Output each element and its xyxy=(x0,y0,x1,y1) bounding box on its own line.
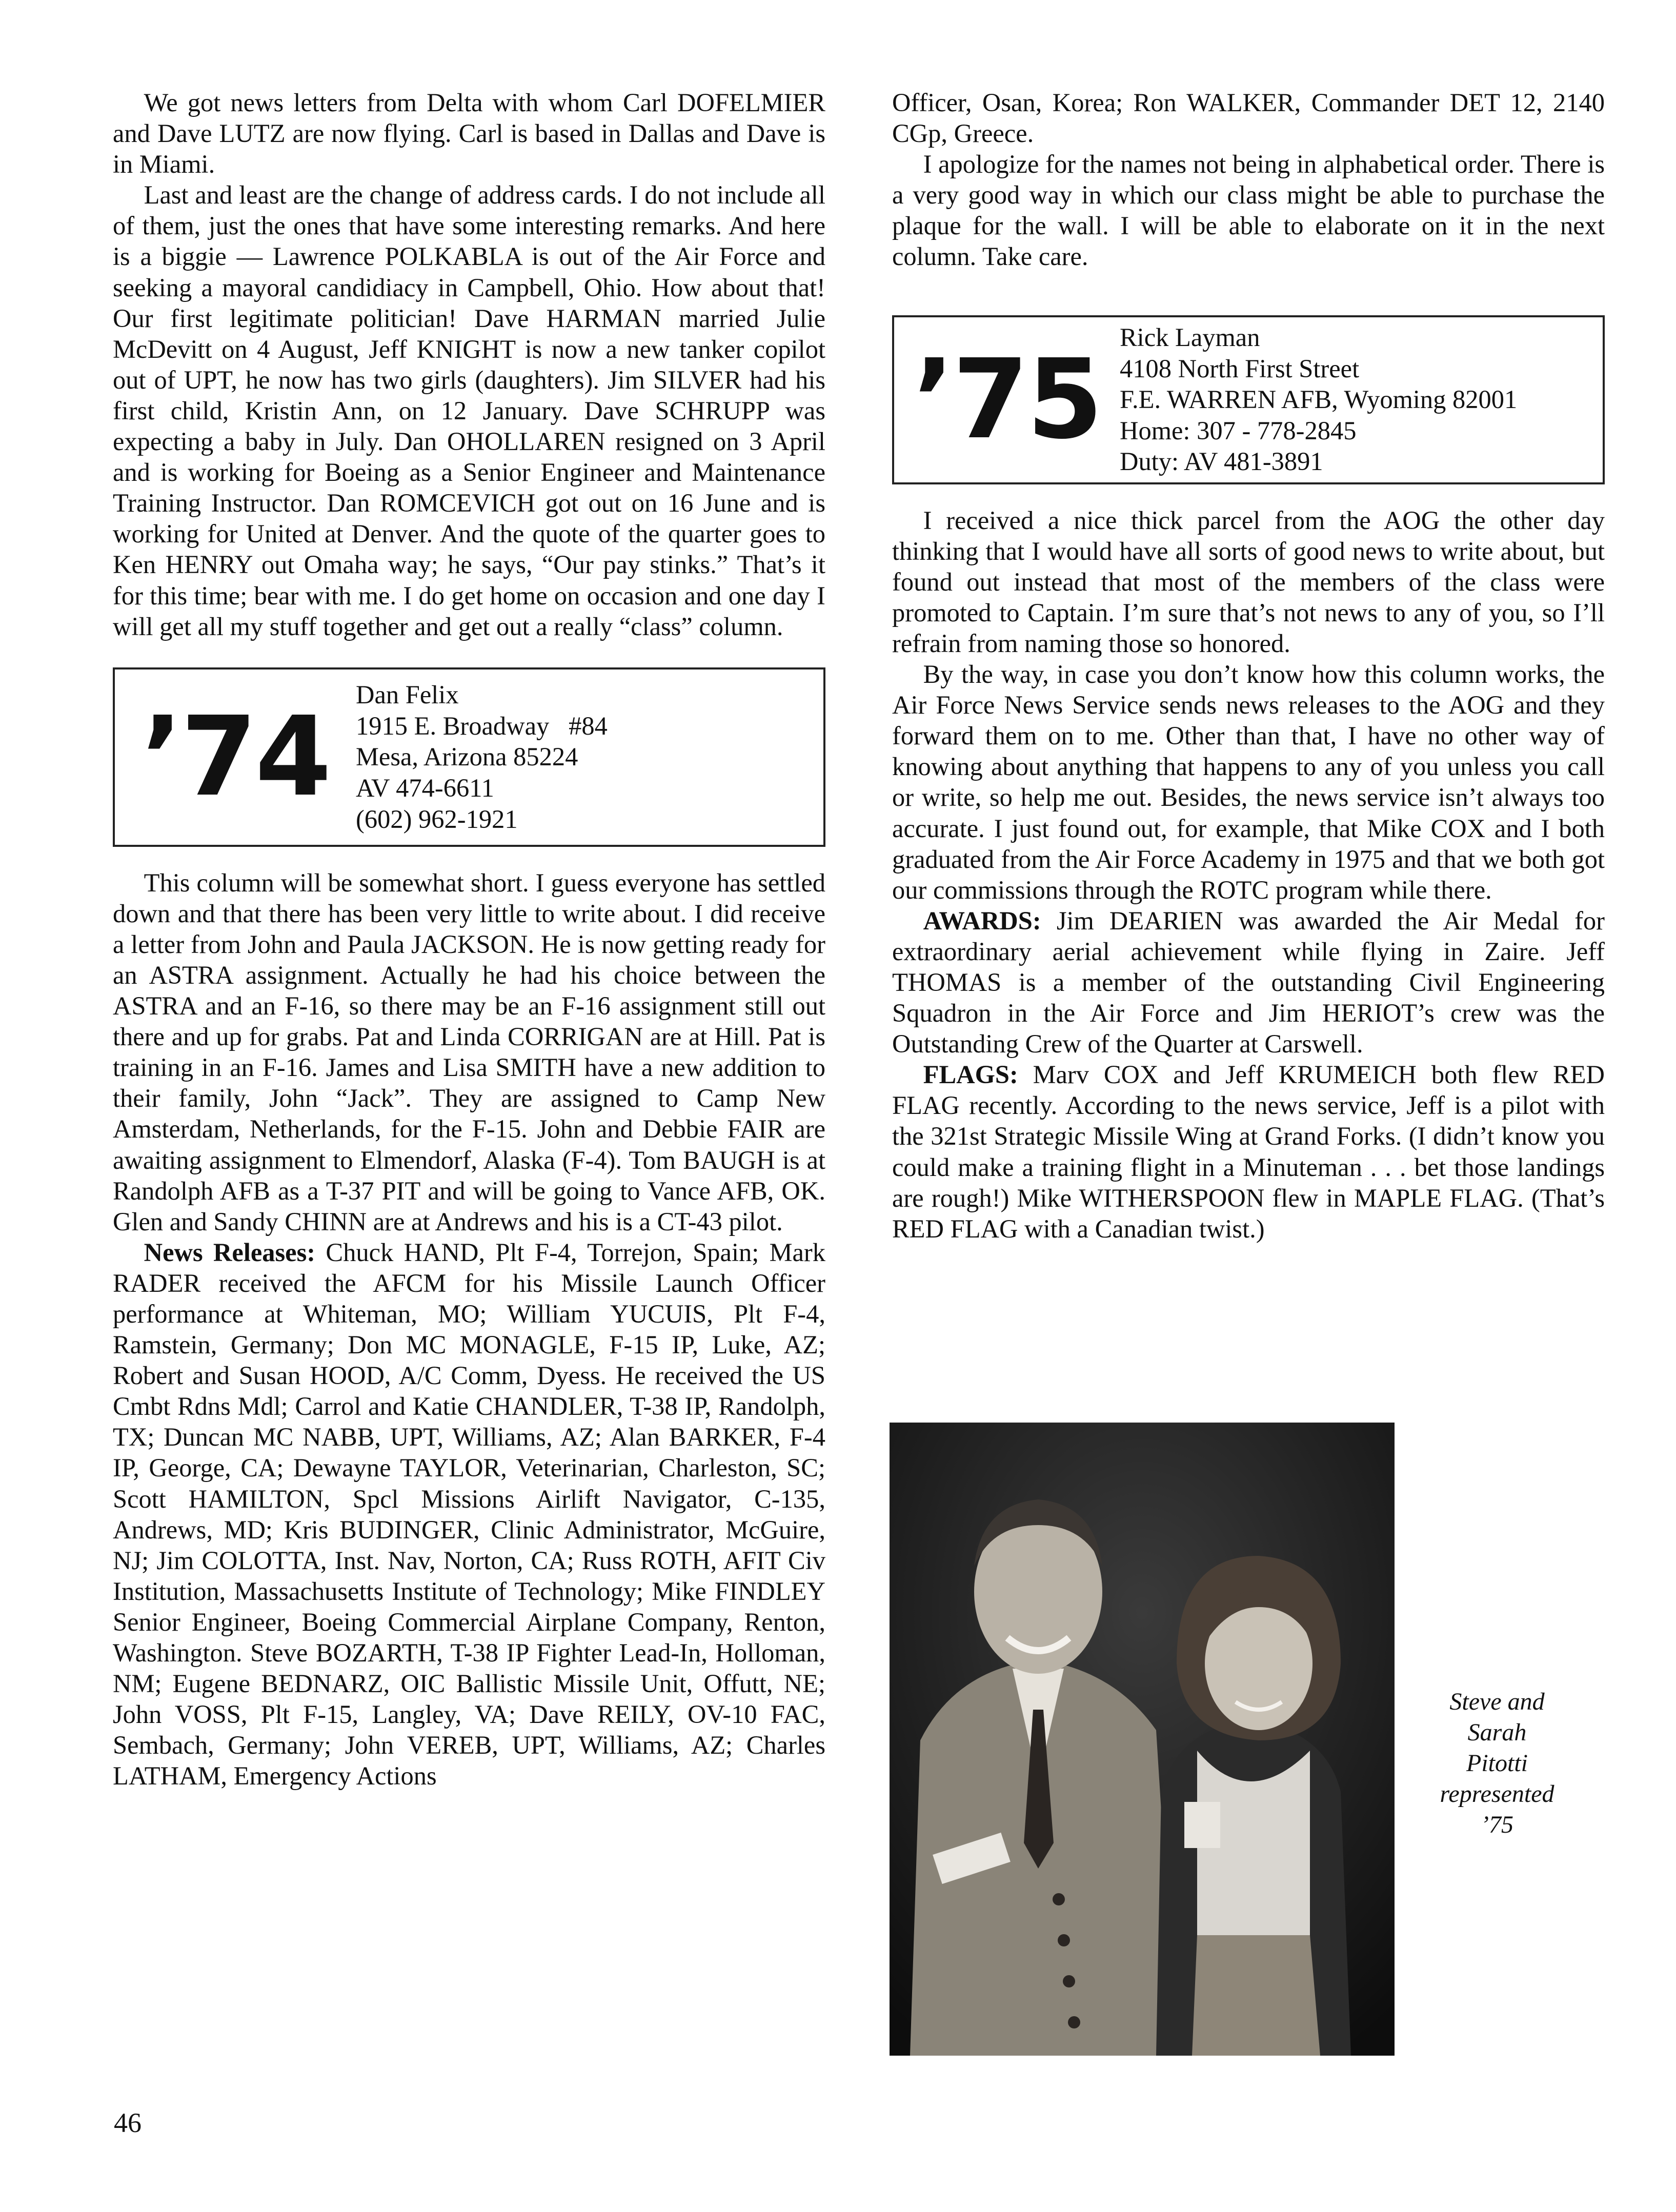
paragraph: Officer, Osan, Korea; Ron WALKER, Commander DET 12, 2140 CGp, Greece. xyxy=(892,88,1605,148)
address-line: (602) 962-1921 xyxy=(356,804,518,834)
class-year-75: ’75 xyxy=(913,335,1101,463)
caption-line: Steve and xyxy=(1449,1688,1545,1715)
address-line: Dan Felix xyxy=(356,680,459,709)
address-line: Duty: AV 481-3891 xyxy=(1120,447,1323,476)
class-74-address xyxy=(356,679,608,835)
address-line: Mesa, Arizona 85224 xyxy=(356,742,578,772)
address-line: Rick Layman xyxy=(1120,323,1260,352)
section-label: News Releases: xyxy=(144,1237,316,1267)
caption-line: Pitotti xyxy=(1466,1750,1528,1777)
address-line: F.E. WARREN AFB, Wyoming 82001 xyxy=(1120,385,1518,414)
paragraph: By the way, in case you don’t know how this column works, the Air Force News Service sends news releases to the AOG and they forward them on to me. Other than that, I have no other way of knowing about anything that happens to any of you unless you call or write, so help me out. Besides, the news service isn’t always too accurate. I just found out, for example, that Mike COX and I both graduated from the Air Force Academy in 1975 and that we both got our commissions through the ROTC program while there. xyxy=(892,660,1605,904)
class-75-header-box xyxy=(892,315,1605,484)
address-line: AV 474-6611 xyxy=(356,773,494,802)
paragraph-text: Marv COX and Jeff KRUMEICH both flew RED FLAG recently. According to the news service, Jeff is a pilot with the 321st Strategic Missile Wing at Grand Forks. (I didn’t know you could make a training flight in a Minuteman . . . bet those landings are rough!) Mike WITHERSPOON flew in MAPLE FLAG. (That’s RED FLAG with a Canadian twist.) xyxy=(892,1060,1605,1243)
page-number: 46 xyxy=(114,2107,142,2138)
photo-caption xyxy=(1415,1687,1579,1840)
class-74-header-box xyxy=(113,667,825,847)
paragraph: We got news letters from Delta with whom Carl DOFELMIER and Dave LUTZ are now flying. Carl is based in Dallas and Dave is in Miami. xyxy=(113,88,825,179)
caption-line: represented xyxy=(1440,1780,1554,1808)
address-line: 4108 North First Street xyxy=(1120,354,1360,383)
caption-line: ’75 xyxy=(1481,1811,1513,1838)
address-line: 1915 E. Broadway #84 xyxy=(356,711,608,740)
right-column xyxy=(892,87,1605,1244)
paragraph: I apologize for the names not being in alphabetical order. There is a very good way in which our class might be able to purchase the plaque for the wall. I will be able to elaborate on it in the next column. Take care. xyxy=(892,150,1605,271)
section-label: AWARDS: xyxy=(923,906,1041,935)
photo-illustration xyxy=(890,1423,1395,2056)
paragraph: I received a nice thick parcel from the AOG the other day thinking that I would have all sorts of good news to write about, but found out instead that most of the members of the class were promoted to Captain. I’m sure that’s not news to any of you, so I’ll refrain from naming those so honored. xyxy=(892,505,1605,658)
section-label: FLAGS: xyxy=(923,1060,1018,1089)
paragraph-awards xyxy=(892,905,1605,1059)
left-column xyxy=(113,87,825,1792)
paragraph: Last and least are the change of address cards. I do not include all of them, just the ones that have some interesting remarks. And here is a biggie — Lawrence POLKABLA is out of the Air Force and seeking a mayoral candidiacy in Campbell, Ohio. How about that! Our first legitimate politician! Dave HARMAN married Julie McDevitt on 4 August, Jeff KNIGHT is now a new tanker copilot out of UPT, he now has two girls (daughters). Jim SILVER had his first child, Kristin Ann, on 12 January. Dave SCHRUPP was expecting a baby in July. Dan OHOLLAREN resigned on 3 April and is working for Boeing as a Senior Engineer and Maintenance Training Instructor. Dan ROMCEVICH got out on 16 June and is working for United at Denver. And the quote of the quarter goes to Ken HENRY out Omaha way; he says, “Our pay stinks.” That’s it for this time; bear with me. I do get home on occasion and one day I will get all my stuff together and get out a really “class” column. xyxy=(113,180,825,641)
paragraph-text: Jim DEARIEN was awarded the Air Medal for extraordinary aerial achievement while flying in Zaire. Jeff THOMAS is a member of the outstanding Civil Engineering Squadron in the Air Force and Jim HERIOT’s crew was the Outstanding Crew of the Quarter at Carswell. xyxy=(892,906,1605,1059)
paragraph: This column will be somewhat short. I guess everyone has settled down and that there has been very little to write about. I did receive a letter from John and Paula JACKSON. He is now getting ready for an ASTRA assignment. Actually he had his choice between the ASTRA and an F-16, so there may be an F-16 assignment still out there and up for grabs. Pat and Linda CORRIGAN are at Hill. Pat is training in an F-16. James and Lisa SMITH have a new addition to their family, John “Jack”. They are assigned to Camp New Amsterdam, Netherlands, for the F-15. John and Debbie FAIR are awaiting assignment to Elmendorf, Alaska (F-4). Tom BAUGH is at Randolph AFB as a T-37 PIT and will be going to Vance AFB, OK. Glen and Sandy CHINN are at Andrews and his is a CT-43 pilot. xyxy=(113,868,825,1236)
class-75-address xyxy=(1120,322,1517,477)
class-year-74: ’74 xyxy=(141,693,330,821)
paragraph-flags xyxy=(892,1059,1605,1244)
address-line: Home: 307 - 778-2845 xyxy=(1120,416,1357,445)
caption-line: Sarah xyxy=(1467,1719,1527,1746)
paragraph-news-releases xyxy=(113,1237,825,1792)
paragraph-text: Chuck HAND, Plt F-4, Torrejon, Spain; Mark RADER received the AFCM for his Missile Launch Officer performance at Whiteman, MO; William YUCUIS, Plt F-4, Ramstein, Germany; Don MC MONAGLE, F-15 IP, Luke, AZ; Robert and Susan HOOD, A/C Comm, Dyess. He received the US Cmbt Rdns Mdl; Carrol and Katie CHANDLER, T-38 IP, Randolph, TX; Duncan MC NABB, UPT, Williams, AZ; Alan BARKER, F-4 IP, George, CA; Dewayne TAYLOR, Veterinarian, Charleston, SC; Scott HAMILTON, Spcl Missions Airlift Navigator, C-135, Andrews, MD; Kris BUDINGER, Clinic Administrator, McGuire, NJ; Jim COLOTTA, Inst. Nav, Norton, CA; Russ ROTH, AFIT Civ Institution, Massachusetts Institute of Technology; Mike FINDLEY Senior Engineer, Boeing Commercial Airplane Company, Renton, Washington. Steve BOZARTH, T-38 IP Fighter Lead-In, Holloman, NM; Eugene BEDNARZ, OIC Ballistic Missile Unit, Offutt, NE; John VOSS, Plt F-15, Langley, VA; Dave REILY, OV-10 FAC, Sembach, Germany; John VEREB, UPT, Williams, AZ; Charles LATHAM, Emergency Actions xyxy=(113,1237,825,1791)
couple-photo xyxy=(890,1423,1395,2056)
